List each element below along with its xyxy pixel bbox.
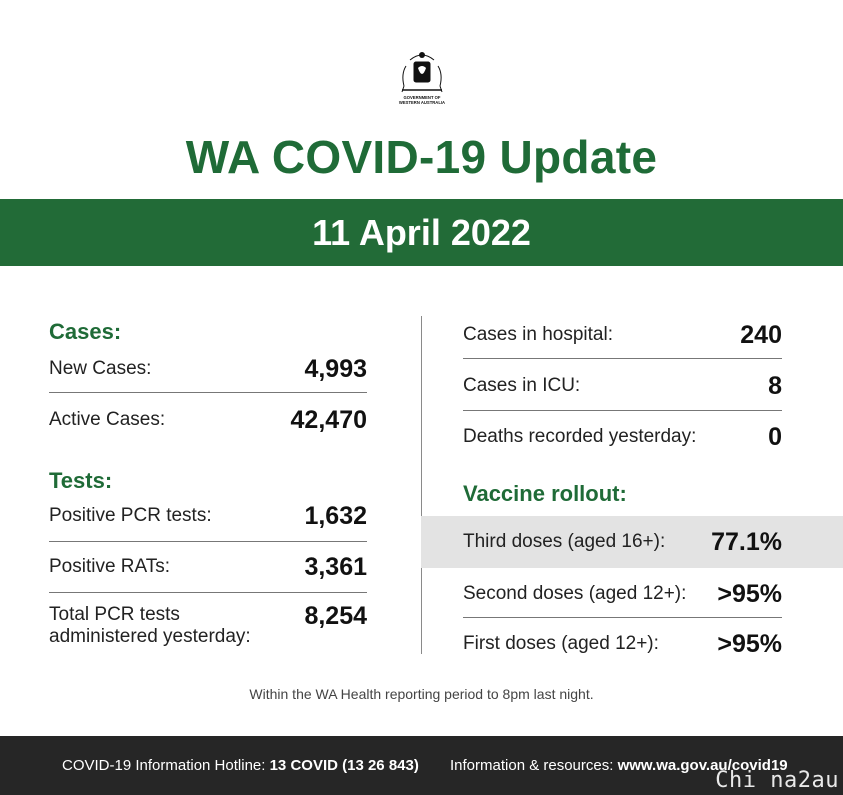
stat-row-third-doses: [463, 525, 782, 559]
stat-value: 8,254: [304, 602, 367, 630]
reporting-period-note: Within the WA Health reporting period to 8pm last night.: [249, 686, 594, 702]
divider: [463, 410, 782, 411]
stat-label: Cases in ICU:: [463, 375, 581, 396]
stat-label: Positive RATs:: [49, 556, 171, 577]
hotline-number: 13 COVID (13 26 843): [269, 757, 419, 774]
info-label: Information & resources:: [450, 757, 614, 774]
divider: [463, 617, 782, 618]
stat-row-positive-rats: [49, 550, 367, 584]
stat-row-total-pcr: [49, 604, 367, 654]
divider: [49, 541, 367, 542]
stat-value: 42,470: [290, 405, 367, 434]
stat-value: >95%: [717, 629, 782, 658]
stat-value: 0: [768, 422, 782, 451]
stat-row-icu: [463, 369, 782, 403]
stat-value: 4,993: [304, 354, 367, 383]
tests-heading: Tests:: [49, 468, 113, 493]
column-divider: [421, 316, 422, 654]
stat-value: >95%: [717, 579, 782, 608]
stat-row-second-doses: [463, 577, 782, 611]
page-title: WA COVID-19 Update: [185, 131, 658, 183]
hotline-label: COVID-19 Information Hotline:: [62, 757, 266, 774]
hotline-line: [62, 757, 419, 774]
stat-label-line1: Total PCR tests: [49, 604, 180, 625]
stat-row-new-cases: [49, 352, 367, 386]
stat-label: [49, 604, 251, 648]
divider: [49, 392, 367, 393]
stat-row-first-doses: [463, 627, 782, 661]
stat-label: First doses (aged 12+):: [463, 633, 659, 654]
wa-government-crest-logo: [392, 46, 452, 108]
stat-row-active-cases: [49, 403, 367, 437]
watermark-text: Chi na2au: [715, 768, 839, 793]
stat-label: Positive PCR tests:: [49, 505, 212, 526]
stat-row-deaths: [463, 420, 782, 454]
stat-label: Second doses (aged 12+):: [463, 583, 687, 604]
date-band: [0, 199, 843, 266]
divider: [463, 358, 782, 359]
stat-label: New Cases:: [49, 358, 152, 379]
stat-label: Third doses (aged 16+):: [463, 531, 666, 552]
stat-label: Active Cases:: [49, 409, 166, 430]
info-link[interactable]: www.wa.gov.au/covid19: [617, 757, 788, 774]
vaccine-heading: Vaccine rollout:: [463, 481, 627, 506]
crest-text-line1: GOVERNMENT OF: [403, 95, 441, 100]
stat-value: 77.1%: [711, 527, 782, 556]
stat-value: 1,632: [304, 501, 367, 530]
stat-label-line2: administered yesterday:: [49, 626, 251, 647]
stat-row-positive-pcr: [49, 499, 367, 533]
crest-text-line2: WESTERN AUSTRALIA: [398, 100, 446, 105]
stat-value: 3,361: [304, 552, 367, 581]
stat-row-hospital: [463, 318, 782, 352]
update-date: 11 April 2022: [312, 211, 531, 253]
stat-label: Cases in hospital:: [463, 324, 613, 345]
divider: [49, 592, 367, 593]
stat-value: 240: [740, 320, 782, 349]
stat-label: Deaths recorded yesterday:: [463, 426, 697, 447]
stat-value: 8: [768, 371, 782, 400]
cases-heading: Cases:: [49, 319, 122, 344]
